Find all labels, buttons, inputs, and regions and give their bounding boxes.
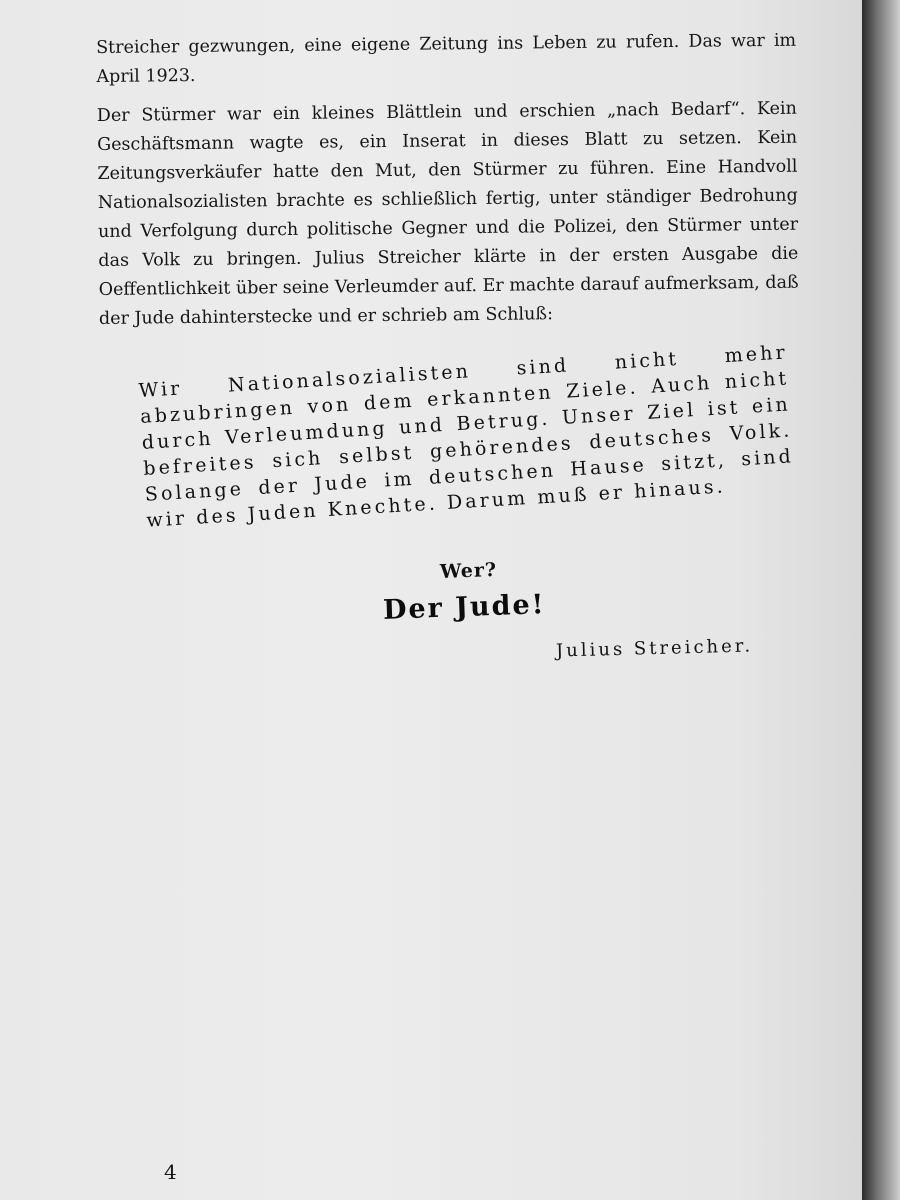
body-text	[96, 27, 799, 344]
page-edge-shadow	[862, 0, 900, 1200]
quote-question: Wer?	[439, 559, 498, 583]
quote-signature: Julius Streicher.	[555, 635, 754, 662]
quote-block	[138, 339, 796, 533]
quote-answer: Der Jude!	[382, 589, 547, 626]
paragraph-1: Streicher gezwungen, eine eigene Zeitung ins Leben zu rufen. Das war im April 1923.	[96, 30, 797, 87]
paragraph-2: Der Stürmer war ein kleines Blättlein und erschien „nach Bedarf“. Kein Geschäftsmann wagte es, ein Inserat in dieses Blatt zu setzen. Kein Zeitungsverkäufer hatte den Mut, den Stürmer zu führen. Eine Handvoll Nationalsozialisten brachte es schließlich fertig, unter ständiger Bedrohung und Verfolgung durch politische Gegner und die Polizei, den Stürmer unter das Volk zu bringen. Julius Streicher klärte in der ersten Ausgabe die Oeffentlichkeit über seine Verleumder auf. Er machte darauf aufmerksam, daß der Jude dahinterstecke und er schrieb am Schluß:	[96, 98, 799, 329]
quote-text: Wir Nationalsozialisten sind nicht mehr abzubringen von dem erkannten Ziele. Auch nicht durch Verleumdung und Betrug. Unser Ziel ist ein befreites sich selbst gehörendes deutsches Volk. Solange der Jude im deutschen Hause sitzt, sind wir des Juden Knechte. Darum muß er hinaus.	[138, 341, 795, 532]
page-number: 4	[164, 1160, 177, 1184]
